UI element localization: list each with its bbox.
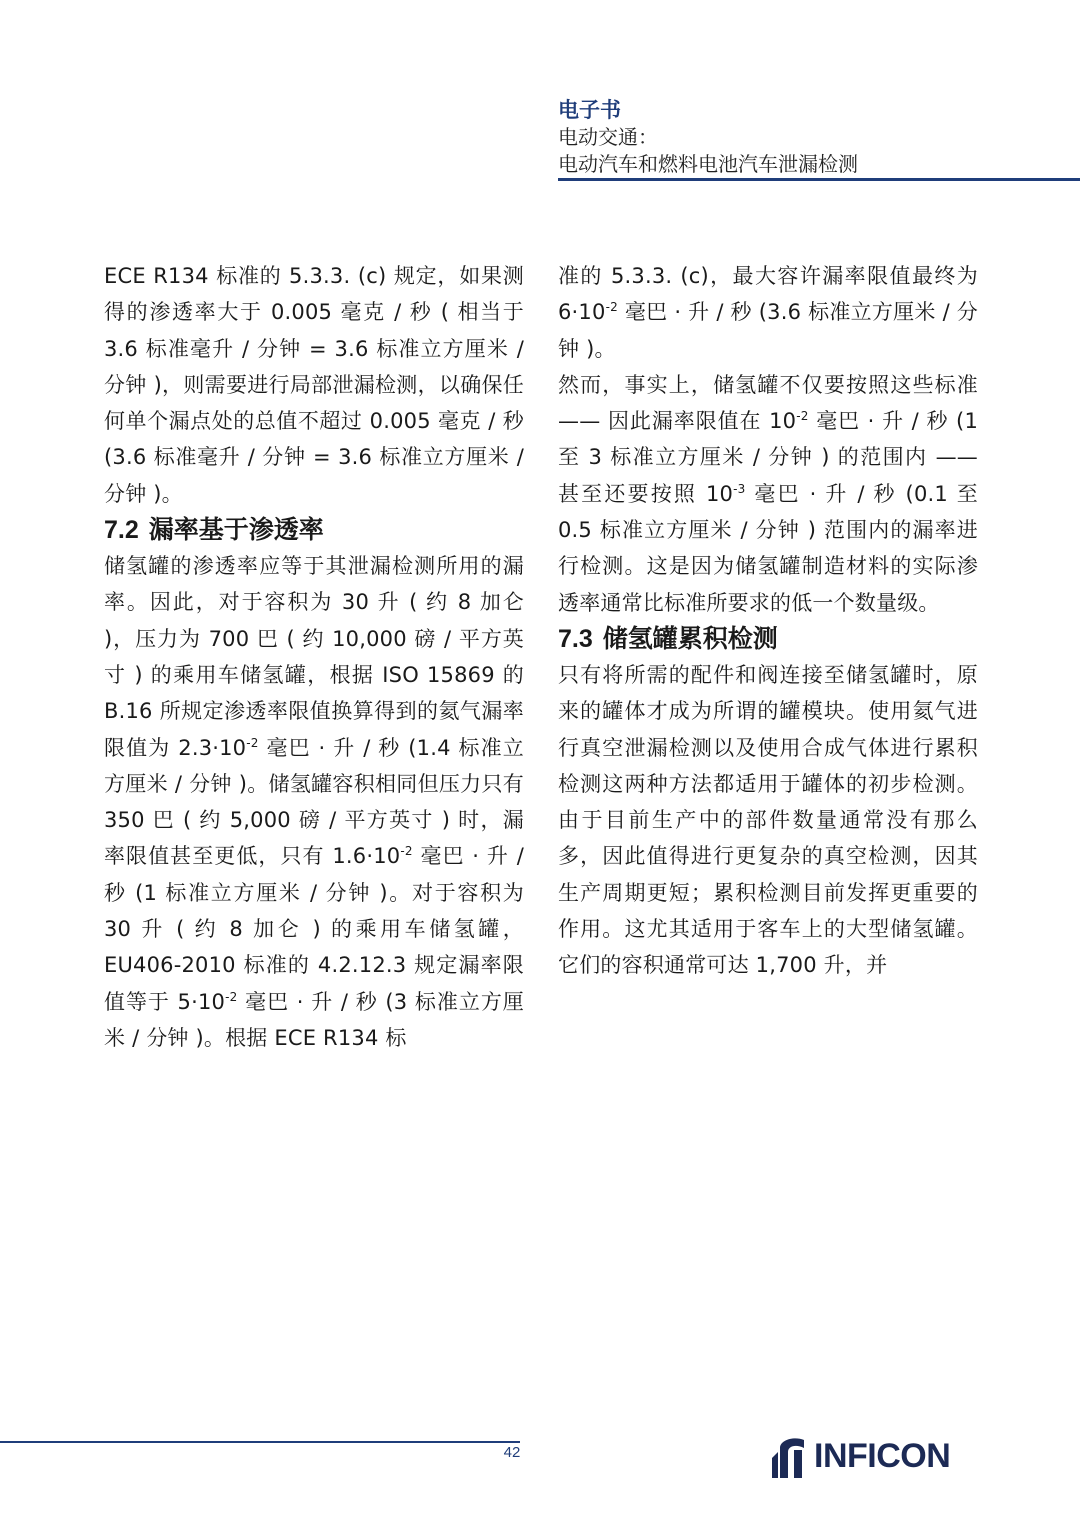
header-title-line-2: 电动汽车和燃料电池汽车泄漏检测	[558, 152, 858, 176]
right-column	[558, 258, 978, 984]
inficon-logo	[770, 1434, 980, 1480]
section-title: 漏率基于渗透率	[148, 515, 324, 545]
left-column	[104, 258, 524, 1056]
paragraph-leak-rate-range: 然而，事实上，储氢罐不仅要按照这些标准 —— 因此漏率限值在 $10^{-2}$ 毫巴 · 升 / 秒 (1 至 3 标准立方厘米 / 分钟 ) 的范围内 —— 甚至还要按照 $10^{-3}$ 毫巴 · 升 / 秒 (0.1 至 0.5 标准立方厘米 / 分钟 ) 范围内的漏率进行检测。这是因为储氢罐制造材料的实际渗透率通常比标准所要求的低一个数量级。	[558, 372, 979, 615]
inficon-logo-icon	[770, 1436, 810, 1480]
section-number: 7.3	[558, 624, 593, 653]
header-label: 电子书	[558, 97, 621, 122]
paragraph-ece-r134: ECE R134 标准的 5.3.3. (c) 规定，如果测得的渗透率大于 0.005 毫克 / 秒 ( 相当于 3.6 标准毫升 / 分钟 = 3.6 标准立方厘米 / 分钟 )，则需要进行局部泄漏检测，以确保任何单个漏点处的总值不超过 0.005 毫克 / 秒 (3.6 标准毫升 / 分钟 = 3.6 标准立方厘米 / 分钟 )。	[104, 264, 524, 506]
logo-text: INFICON	[814, 1437, 951, 1475]
paragraph-max-leak-rate: 准的 5.3.3. (c)，最大容许漏率限值最终为 $6\cdot 10^{-2}$ 毫巴 · 升 / 秒 (3.6 标准立方厘米 / 分钟 )。	[558, 264, 978, 361]
section-heading-7-3	[558, 621, 978, 657]
section-heading-7-2	[104, 512, 524, 548]
header-title-line-1: 电动交通：	[558, 125, 658, 149]
header-divider	[558, 178, 1080, 181]
document-header	[558, 96, 1058, 178]
paragraph-permeation-leak-rate: 储氢罐的渗透率应等于其泄漏检测所用的漏率。因此，对于容积为 30 升 ( 约 8 加仑 )，压力为 700 巴 ( 约 10,000 磅 / 平方英寸 ) 的乘用车储氢罐，根据 ISO 15869 的 B.16 所规定渗透率限值换算得到的氦气漏率限值为 $2.3\cdot 10^{-2}$ 毫巴 · 升 / 秒 (1.4 标准立方厘米 / 分钟 )。储氢罐容积相同但压力只有 350 巴 ( 约 5,000 磅 / 平方英寸 ) 时，漏率限值甚至更低，只有 $1.6\cdot 10^{-2}$ 毫巴 · 升 / 秒 (1 标准立方厘米 / 分钟 )。对于容积为 30 升 ( 约 8 加仑 ) 的乘用车储氢罐，EU406-2010 标准的 4.2.12.3 规定漏率限值等于 $5\cdot 10^{-2}$ 毫巴 · 升 / 秒 (3 标准立方厘米 / 分钟 )。根据 ECE R134 标	[104, 554, 524, 1050]
page-number: 42	[503, 1444, 521, 1461]
section-number: 7.2	[104, 516, 139, 545]
footer-divider	[0, 1441, 520, 1443]
paragraph-accumulation-test: 只有将所需的配件和阀连接至储氢罐时，原来的罐体才成为所谓的罐模块。使用氦气进行真空泄漏检测以及使用合成气体进行累积检测这两种方法都适用于罐体的初步检测。由于目前生产中的部件数量通常没有那么多，因此值得进行更复杂的真空检测，因其生产周期更短；累积检测目前发挥更重要的作用。这尤其适用于客车上的大型储氢罐。它们的容积通常可达 1,700 升，并	[558, 662, 978, 978]
section-title: 储氢罐累积检测	[602, 623, 778, 653]
